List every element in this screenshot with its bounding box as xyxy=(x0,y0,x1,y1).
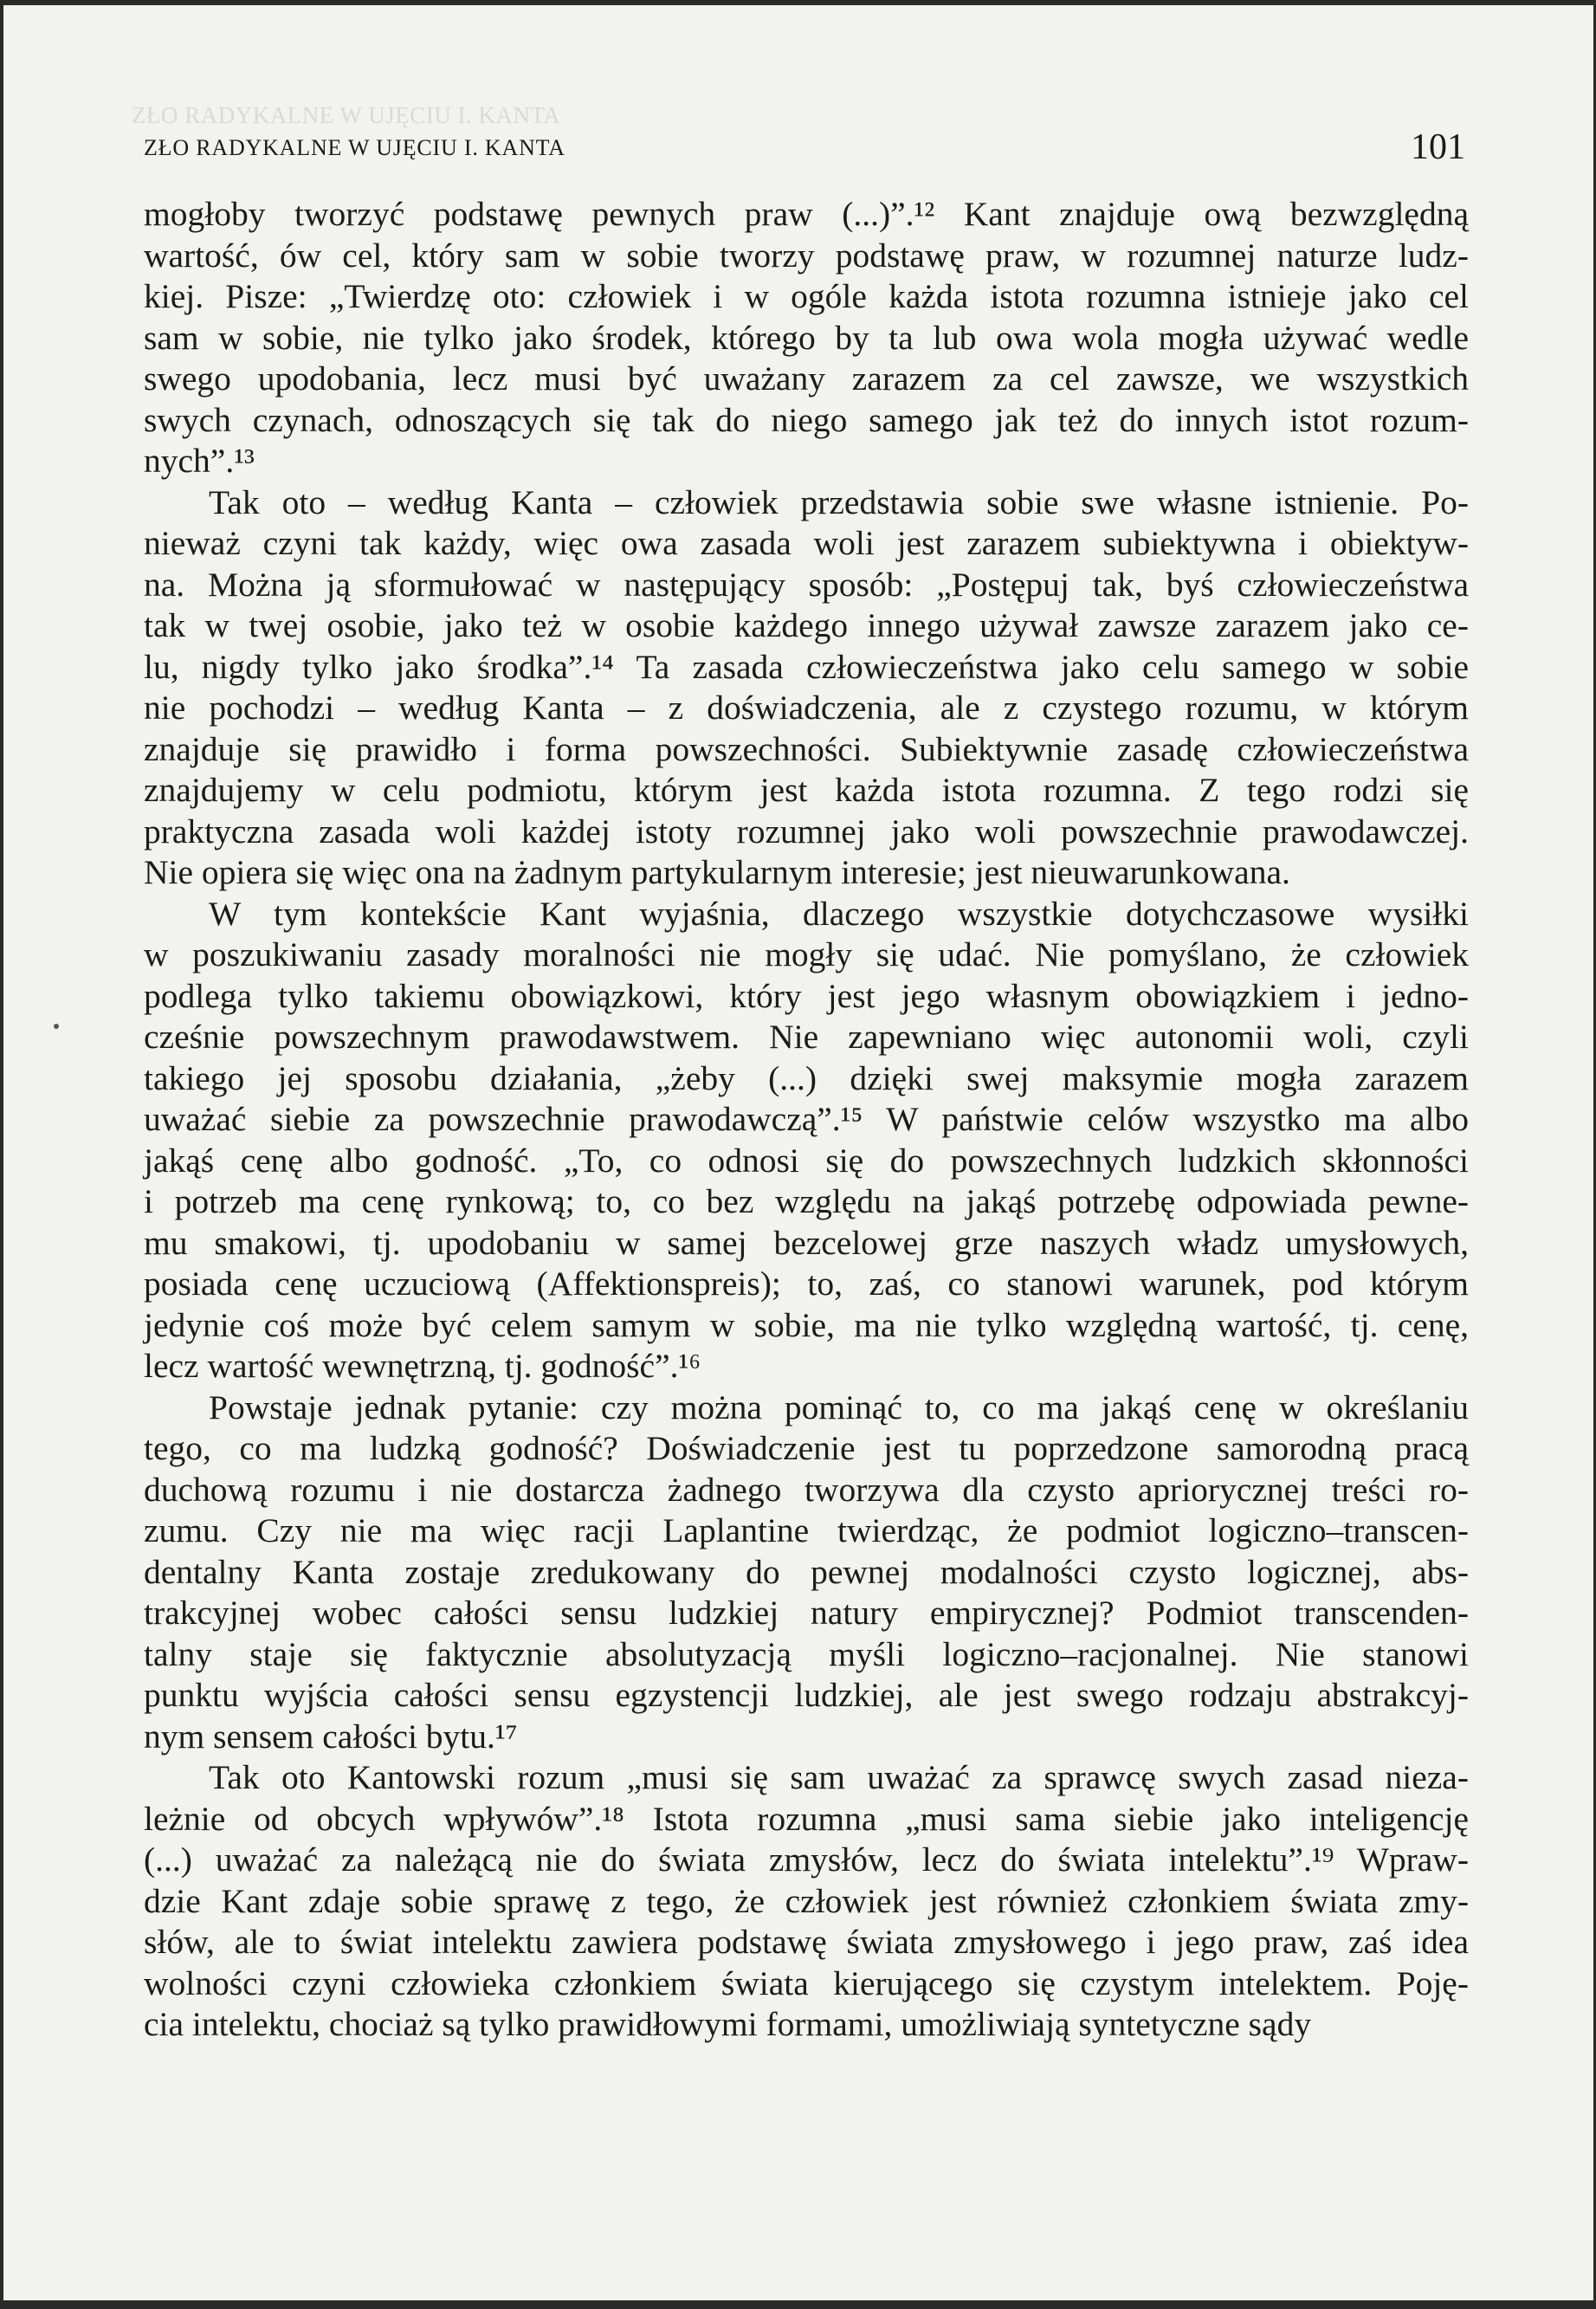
text-line: mu smakowi, tj. upodobaniu w samej bezcelowej grze naszych władz umysłowych, xyxy=(144,1223,1469,1262)
text-line: jakąś cenę albo godność. „To, co odnosi się do powszechnych ludzkich skłonności xyxy=(144,1141,1469,1180)
book-page xyxy=(3,5,1593,2300)
text-line: nie pochodzi – według Kanta – z doświadczenia, ale z czystego rozumu, w którym xyxy=(144,689,1469,727)
text-line: nych”.¹³ xyxy=(144,442,255,480)
text-line: duchową rozumu i nie dostarcza żadnego tworzywa dla czysto apriorycznej treści ro- xyxy=(144,1470,1469,1509)
text-line: (...) uważać za należącą nie do świata zmysłów, lecz do świata intelektu”.¹⁹ Wpraw- xyxy=(144,1840,1469,1879)
text-line: dentalny Kanta zostaje zredukowany do pewnej modalności czysto logicznej, abs- xyxy=(144,1552,1469,1591)
text-line: lu, nigdy tylko jako środka”.¹⁴ Ta zasada człowieczeństwa jako celu samego w sobie xyxy=(144,647,1469,686)
paragraph xyxy=(144,482,1469,894)
text-line: tego, co ma ludzką godność? Doświadczenie jest tu poprzedzone samorodną pracą xyxy=(144,1429,1469,1467)
text-line: Tak oto – według Kanta – człowiek przedstawia sobie swe własne istnienie. Po- xyxy=(209,482,1469,521)
body-text xyxy=(144,194,1469,2046)
text-line: tak w twej osobie, jako też w osobie każdego innego używał zawsze zarazem jako ce- xyxy=(144,606,1469,644)
text-line: posiada cenę uczuciową (Affektionspreis); to, zaś, co stanowi warunek, pod którym xyxy=(144,1264,1469,1303)
text-line: wolności czyni człowieka członkiem świata kierującego się czystym intelektem. Poję- xyxy=(144,1963,1469,2002)
text-line: wartość, ów cel, który sam w sobie tworzy podstawę praw, w rozumnej naturze ludz- xyxy=(144,236,1469,275)
text-line: Powstaje jednak pytanie: czy można pominąć to, co ma jakąś cenę w określaniu xyxy=(209,1387,1469,1426)
margin-speck xyxy=(54,1024,59,1029)
paragraph xyxy=(144,1757,1469,2046)
text-line: nieważ czyni tak każdy, więc owa zasada woli jest zarazem subiektywna i obiektyw- xyxy=(144,524,1469,562)
text-line: W tym kontekście Kant wyjaśnia, dlaczego wszystkie dotychczasowe wysiłki xyxy=(209,894,1469,933)
text-line: kiej. Pisze: „Twierdzę oto: człowiek i w ogóle każda istota rozumna istnieje jako cel xyxy=(144,277,1469,315)
running-head: ZŁO RADYKALNE W UJĘCIU I. KANTA xyxy=(144,135,565,160)
page-number: 101 xyxy=(1411,127,1465,167)
bleed-through-header: ZŁO RADYKALNE W UJĘCIU I. KANTA xyxy=(132,102,561,128)
text-line: zumu. Czy nie ma więc racji Laplantine twierdząc, że podmiot logiczno–transcen- xyxy=(144,1511,1469,1549)
text-line: swych czynach, odnoszących się tak do niego samego jak też do innych istot rozum- xyxy=(144,400,1469,439)
text-line: praktyczna zasada woli każdej istoty rozumnej jako woli powszechnie prawodawczej. xyxy=(144,812,1469,851)
text-line: takiego jej sposobu działania, „żeby (...) dzięki swej maksymie mogła zarazem xyxy=(144,1058,1469,1097)
text-line: podlega tylko takiemu obowiązkowi, który jest jego własnym obowiązkiem i jedno- xyxy=(144,976,1469,1015)
text-line: sam w sobie, nie tylko jako środek, którego by ta lub owa wola mogła używać wedle xyxy=(144,318,1469,357)
text-line: mogłoby tworzyć podstawę pewnych praw (...)”.¹² Kant znajduje ową bezwzględną xyxy=(144,195,1469,233)
text-line: nym sensem całości bytu.¹⁷ xyxy=(144,1717,518,1756)
text-line: lecz wartość wewnętrzną, tj. godność”.¹⁶ xyxy=(144,1347,701,1385)
text-line: jedynie coś może być celem samym w sobie, ma nie tylko względną wartość, tj. cenę, xyxy=(144,1305,1469,1344)
text-line: leżnie od obcych wpływów”.¹⁸ Istota rozumna „musi sama siebie jako inteligencję xyxy=(144,1799,1469,1838)
text-line: Nie opiera się więc ona na żadnym partykularnym interesie; jest nieuwarunkowana. xyxy=(144,853,1290,891)
text-line: uważać siebie za powszechnie prawodawczą”.¹⁵ W państwie celów wszystko ma albo xyxy=(144,1100,1469,1138)
text-line: w poszukiwaniu zasady moralności nie mogły się udać. Nie pomyślano, że człowiek xyxy=(144,935,1469,973)
text-line: dzie Kant zdaje sobie sprawę z tego, że człowiek jest również członkiem świata zmy- xyxy=(144,1881,1469,1920)
text-line: swego upodobania, lecz musi być uważany zarazem za cel zawsze, we wszystkich xyxy=(144,359,1469,398)
text-line: na. Można ją sformułować w następujący sposób: „Postępuj tak, byś człowieczeństwa xyxy=(144,565,1469,604)
paragraph-container xyxy=(144,194,1469,2046)
text-line: trakcyjnej wobec całości sensu ludzkiej natury empirycznej? Podmiot transcenden- xyxy=(144,1594,1469,1632)
text-line: i potrzeb ma cenę rynkową; to, co bez względu na jakąś potrzebę odpowiada pewne- xyxy=(144,1182,1469,1220)
text-line: znajdujemy w celu podmiotu, którym jest każda istota rozumna. Z tego rodzi się xyxy=(144,771,1469,809)
text-line: znajduje się prawidło i forma powszechności. Subiektywnie zasadę człowieczeństwa xyxy=(144,729,1469,768)
paragraph xyxy=(144,1387,1469,1758)
text-line: Tak oto Kantowski rozum „musi się sam uważać za sprawcę swych zasad nieza- xyxy=(209,1758,1469,1796)
text-line: słów, ale to świat intelektu zawiera podstawę świata zmysłowego i jego praw, zaś idea xyxy=(144,1923,1469,1961)
text-line: cześnie powszechnym prawodawstwem. Nie zapewniano więc autonomii woli, czyli xyxy=(144,1018,1469,1056)
paragraph xyxy=(144,194,1469,482)
text-line: talny staje się faktycznie absolutyzacją myśli logiczno–racjonalnej. Nie stanowi xyxy=(144,1634,1469,1673)
paragraph xyxy=(144,894,1469,1387)
text-line: punktu wyjścia całości sensu egzystencji ludzkiej, ale jest swego rodzaju abstrakcyj- xyxy=(144,1676,1469,1714)
text-line: cia intelektu, chociaż są tylko prawidłowymi formami, umożliwiają syntetyczne sądy xyxy=(144,2005,1312,2043)
